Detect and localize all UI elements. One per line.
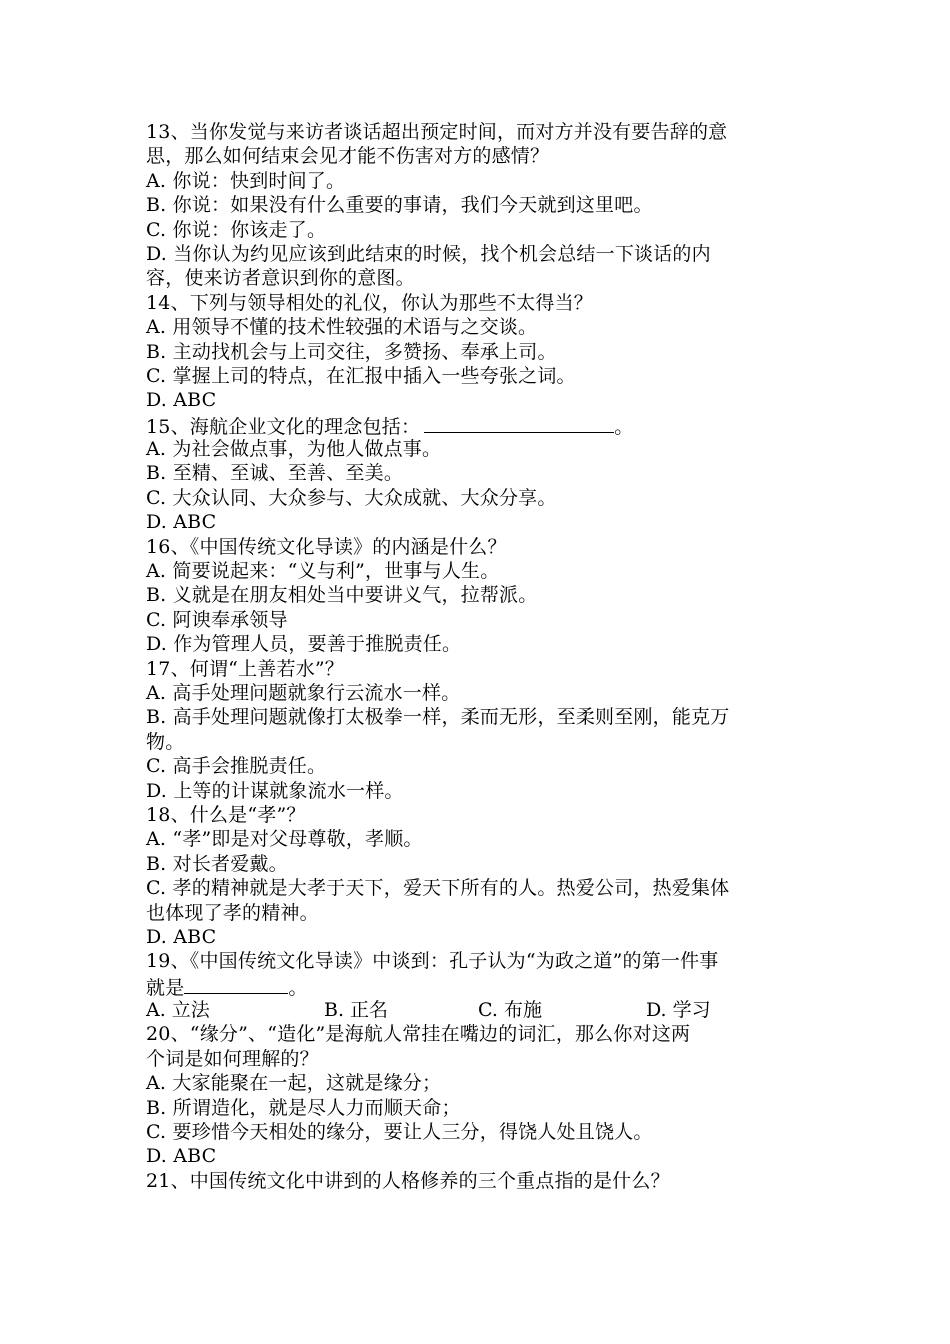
option-b: B. 义就是在朋友相处当中要讲义气，拉帮派。 [146,584,538,607]
option-row [146,998,811,1022]
question-stem-end: 。 [288,976,308,999]
option-b: B. 至精、至诚、至善、至美。 [146,462,404,485]
question-stem-text: 就是 [146,976,185,999]
option-d: D. 上等的计谋就象流水一样。 [146,779,404,802]
option-b: B. 对长者爱戴。 [146,852,288,875]
question-stem: 思，那么如何结束会见才能不伤害对方的感情？ [146,145,550,168]
option-d: D. 学习 [646,999,711,1022]
question-14 [146,291,811,413]
question-19 [146,949,811,1022]
question-stem-end: 。 [614,415,634,438]
question-stem: 20、“缘分”、“造化”是海航人常挂在嘴边的词汇，那么你对这两 [146,1023,691,1046]
question-stem: 21、中国传统文化中讲到的人格修养的三个重点指的是什么？ [146,1169,670,1192]
question-stem: 19、《中国传统文化导读》中谈到：孔子认为“为政之道”的第一件事 [146,950,719,973]
option-d: D. 作为管理人员，要善于推脱责任。 [146,633,462,656]
question-20 [146,1022,811,1168]
option-a: A. 为社会做点事，为他人做点事。 [146,438,442,461]
option-b: B. 正名 [324,999,389,1022]
question-stem: 16、《中国传统文化导读》的内涵是什么？ [146,535,507,558]
option-c: C. 高手会推脱责任。 [146,755,327,778]
option-c: C. 布施 [478,999,542,1022]
answer-blank [424,413,614,433]
option-a: A. 简要说起来：“义与利”，世事与人生。 [146,560,500,583]
answer-blank [184,974,288,994]
question-stem: 13、当你发觉与来访者谈话超出预定时间，而对方并没有要告辞的意 [146,121,728,143]
question-18 [146,803,811,949]
question-stem-text: 15、海航企业文化的理念包括： [146,415,421,438]
option-d: D. ABC [146,925,217,948]
question-stem [146,974,811,998]
option-b: B. 主动找机会与上司交往，多赞扬、奉承上司。 [146,340,557,363]
question-17 [146,657,811,803]
question-13 [146,120,811,291]
option-c: C. 掌握上司的特点，在汇报中插入一些夸张之词。 [146,364,576,387]
option-b: B. 所谓造化，就是尽人力而顺天命； [146,1096,461,1119]
option-c: C. 你说：你该走了。 [146,218,327,241]
option-b: B. 高手处理问题就像打太极拳一样，柔而无形，至柔则至刚，能克万 [146,706,730,729]
question-16 [146,535,811,657]
option-a: A. “孝”即是对父母尊敬，孝顺。 [146,828,423,851]
option-a: A. 用领导不懂的技术性较强的术语与之交谈。 [146,316,538,339]
question-21 [146,1169,811,1193]
option-d: D. 当你认为约见应该到此结束的时候，找个机会总结一下谈话的内 [146,242,711,265]
option-d: 容，使来访者意识到你的意图。 [146,267,415,290]
question-15 [146,413,811,535]
option-a: A. 你说：快到时间了。 [146,169,346,192]
option-b: B. 你说：如果没有什么重要的事请，我们今天就到这里吧。 [146,194,653,217]
question-stem [146,413,811,437]
option-a: A. 大家能聚在一起，这就是缘分； [146,1072,442,1095]
option-c: C. 要珍惜今天相处的缘分，要让人三分，得饶人处且饶人。 [146,1121,653,1144]
option-c: C. 大众认同、大众参与、大众成就、大众分享。 [146,486,557,509]
option-a: A. 立法 [146,999,210,1022]
document-page [146,120,811,1193]
option-d: D. ABC [146,511,217,534]
question-stem: 14、下列与领导相处的礼仪，你认为那些不太得当？ [146,291,593,314]
option-a: A. 高手处理问题就象行云流水一样。 [146,681,461,704]
option-b: 物。 [146,730,185,753]
question-stem: 个词是如何理解的？ [146,1047,319,1070]
question-stem: 17、何谓“上善若水”？ [146,657,345,680]
option-c: C. 阿谀奉承领导 [146,608,288,631]
option-d: D. ABC [146,1145,217,1168]
option-d: D. ABC [146,389,217,412]
option-c: C. 孝的精神就是大孝于天下，爱天下所有的人。热爱公司，热爱集体 [146,877,730,900]
option-c: 也体现了孝的精神。 [146,901,319,924]
question-stem: 18、什么是“孝”？ [146,803,306,826]
